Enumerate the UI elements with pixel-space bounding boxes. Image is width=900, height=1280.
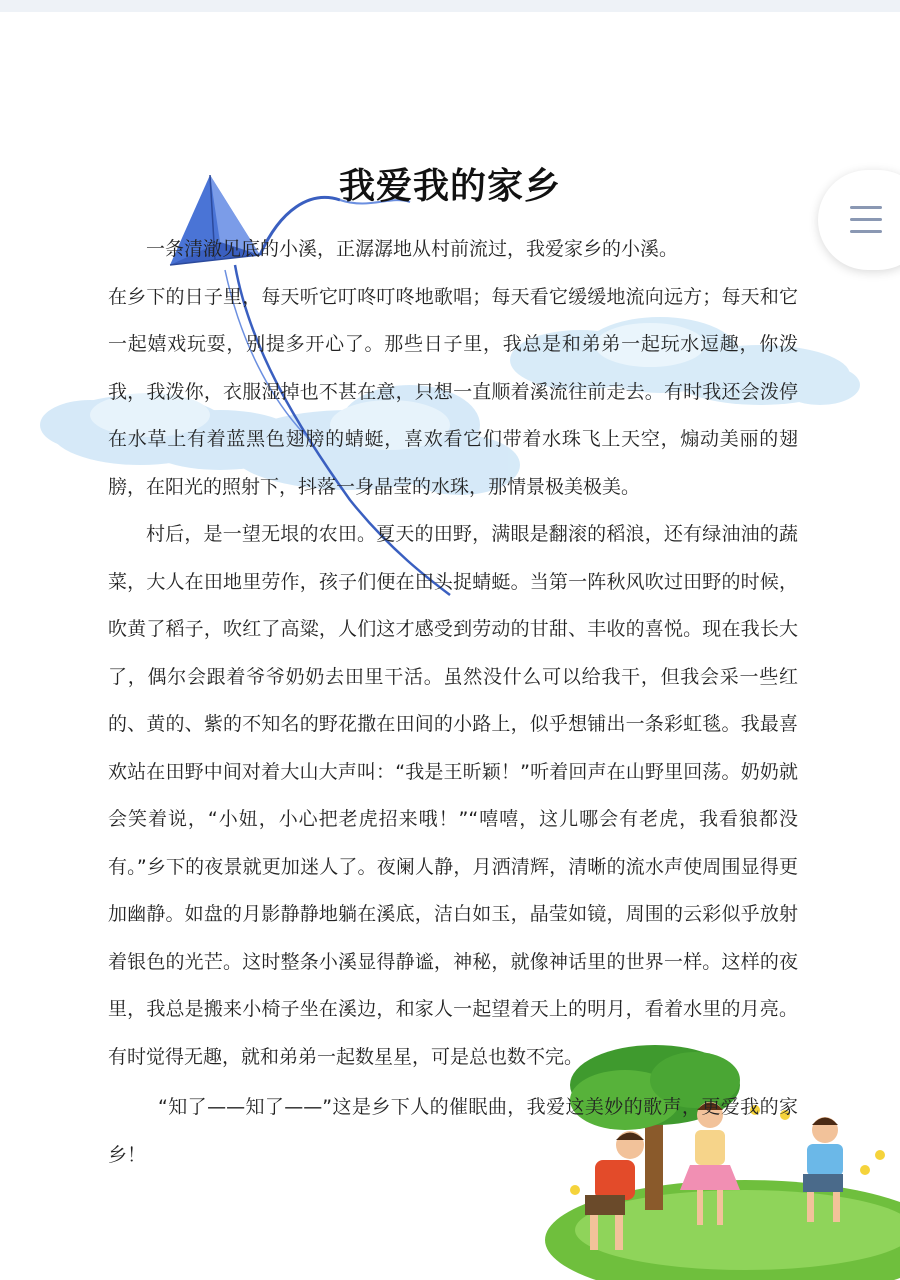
hamburger-menu-icon-bar [850,218,882,221]
top-bar [0,0,900,12]
hamburger-menu-icon-bar [850,230,882,233]
paragraph-4: “知了——知了——”这是乡下人的催眠曲，我爱这美妙的歌声，更爱我的家乡！ [108,1096,798,1166]
essay-body [108,226,798,1179]
page-title: 我爱我的家乡 [338,166,561,207]
paragraph-3: 村后，是一望无垠的农田。夏天的田野，满眼是翻滚的稻浪，还有绿油油的蔬菜，大人在田地里劳作，孩子们便在田头捉蜻蜓。当第一阵秋风吹过田野的时候，吹黄了稻子，吹红了高粱，人们这才感受到劳动的甘甜、丰收的喜悦。现在我长大了，偶尔会跟着爷爷奶奶去田里干活。虽然没什么可以给我干，但我会采一些红的、黄的、紫的不知名的野花撒在田间的小路上，似乎想铺出一条彩虹毯。我最喜欢站在田野中间对着大山大声叫：“我是王昕颖！”听着回声在山野里回荡。奶奶就会笑着说，“小妞，小心把老虎招来哦！”“嘻嘻，这儿哪会有老虎，我看狼都没有。”乡下的夜景就更加迷人了。夜阑人静，月洒清辉，清晰的流水声使周围显得更加幽静。如盘的月影静静地躺在溪底，洁白如玉，晶莹如镜，周围的云彩似乎放射着银色的光芒。这时整条小溪显得静谧，神秘，就像神话里的世界一样。这样的夜里，我总是搬来小椅子坐在溪边，和家人一起望着天上的明月，看着水里的月亮。有时觉得无趣，就和弟弟一起数星星，可是总也数不完。 [108,523,798,1068]
paragraph-2: 在乡下的日子里，每天听它叮咚叮咚地歌唱；每天看它缓缓地流向远方；每天和它一起嬉戏玩耍，别提多开心了。那些日子里，我总是和弟弟一起玩水逗趣，你泼我，我泼你，衣服湿掉也不甚在意，只想一直顺着溪流往前走去。有时我还会泼停在水草上有着蓝黑色翅膀的蜻蜓，喜欢看它们带着水珠飞上天空，煽动美丽的翅膀，在阳光的照射下，抖落一身晶莹的水珠，那情景极美极美。 [108,285,798,498]
paragraph-1: 一条清澈见底的小溪，正潺潺地从村前流过，我爱家乡的小溪。 [146,238,679,260]
